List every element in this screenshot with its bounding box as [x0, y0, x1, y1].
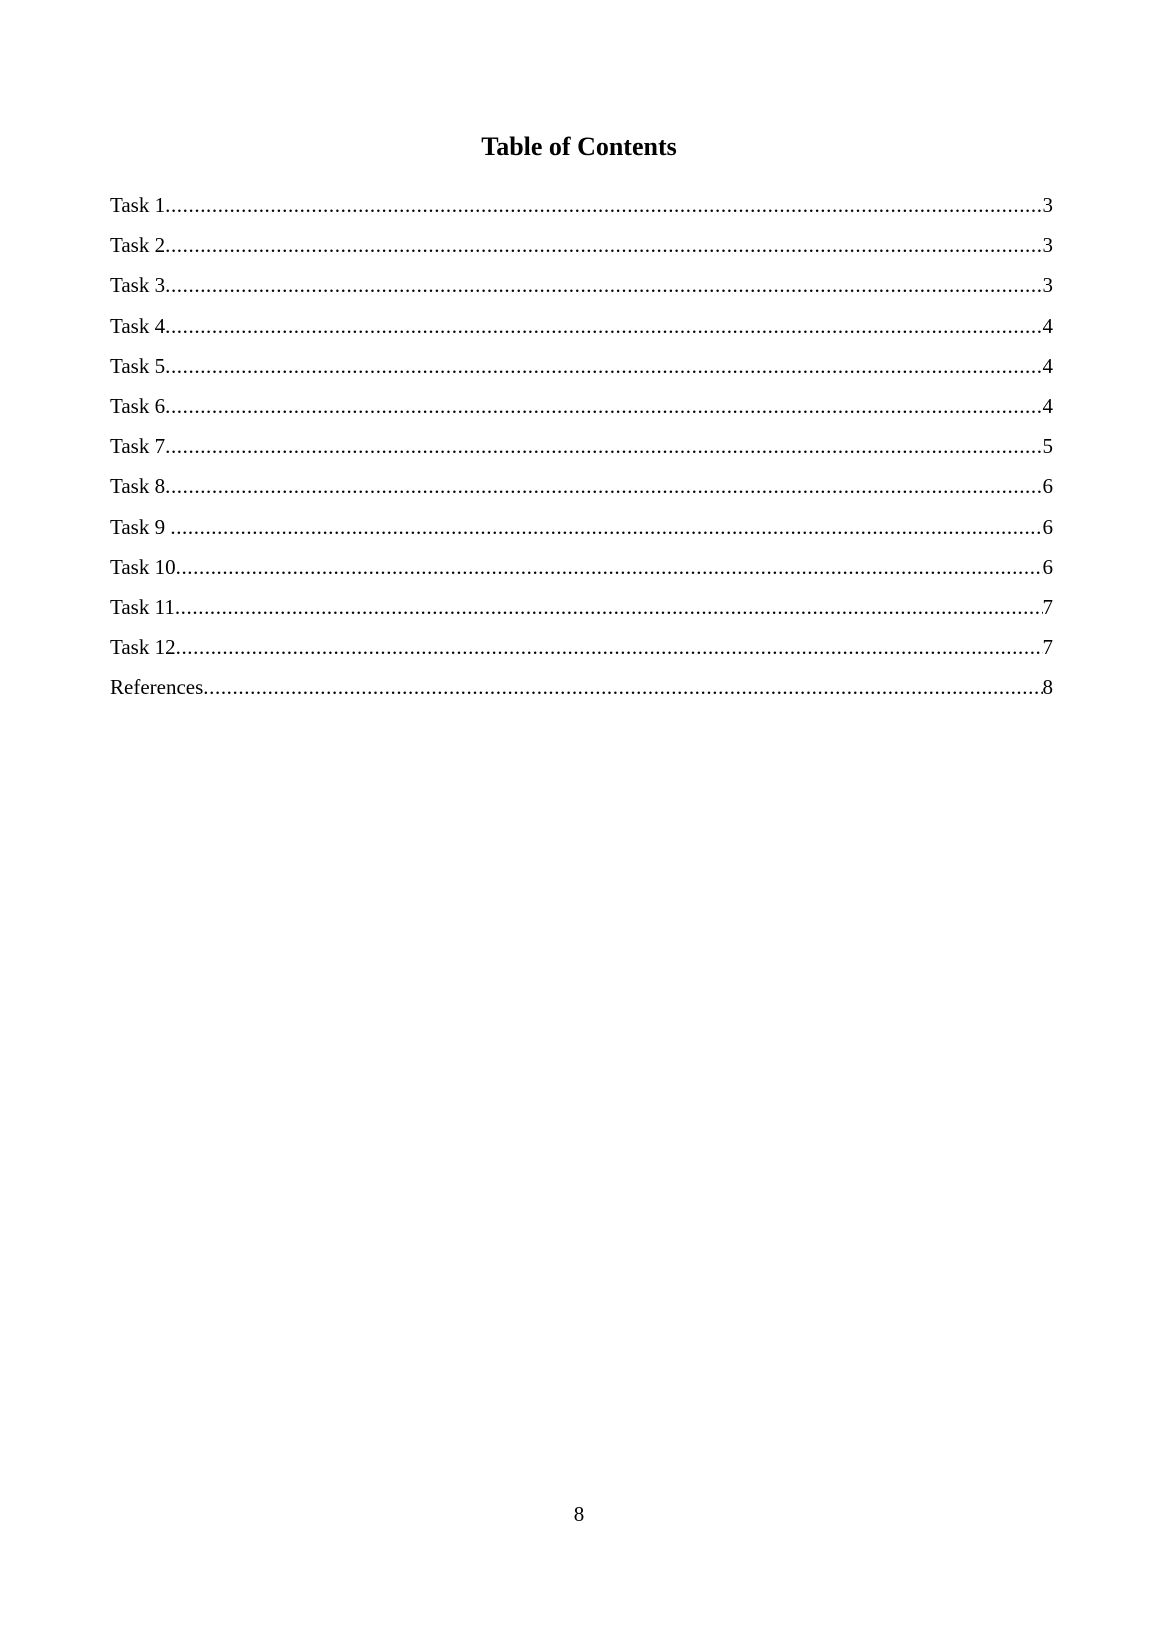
toc-dot-leader	[175, 593, 1043, 621]
toc-entry-label: Task 1	[110, 193, 166, 217]
toc-entry[interactable]	[110, 231, 1053, 271]
toc-dot-leader	[170, 513, 1042, 541]
toc-dot-leader	[165, 472, 1042, 500]
toc-dot-leader	[176, 633, 1043, 661]
toc-entry-label: Task 6	[110, 393, 166, 418]
toc-entry-label: Task 9	[110, 514, 171, 539]
toc-entry-label: Task 11	[110, 594, 175, 619]
toc-entry[interactable]	[110, 553, 1053, 593]
toc-entry-label: Task 7	[110, 434, 166, 459]
toc-dot-leader	[165, 231, 1042, 259]
toc-entry-label: Task 12	[110, 635, 176, 660]
toc-entry[interactable]	[110, 191, 1053, 231]
toc-entry-label: Task 5	[110, 353, 166, 378]
toc-entry-label: Task 4	[110, 313, 166, 338]
toc-entry-page: 6	[1042, 514, 1053, 539]
toc-entry-page: 7	[1042, 635, 1053, 660]
toc-entry[interactable]	[110, 673, 1053, 713]
toc-dot-leader	[165, 392, 1042, 420]
toc-dot-leader	[165, 191, 1042, 219]
toc-entry-page: 7	[1042, 594, 1053, 619]
toc-entry[interactable]	[110, 352, 1053, 392]
toc-entry-page: 8	[1042, 675, 1053, 700]
toc-dot-leader	[165, 271, 1042, 299]
page-number: 8	[573, 1502, 585, 1526]
toc-dot-leader	[165, 432, 1042, 460]
toc-entry-label: Task 3	[110, 273, 166, 298]
toc-entry-page: 4	[1042, 313, 1053, 338]
toc-title: Table of Contents	[481, 132, 677, 161]
toc-entry[interactable]	[110, 271, 1053, 311]
toc-entry-page: 6	[1042, 474, 1053, 499]
toc-entry-label: References	[110, 675, 204, 700]
toc-entry-page: 4	[1042, 353, 1053, 378]
toc-entry-page: 3	[1042, 273, 1053, 298]
toc-dot-leader	[165, 352, 1042, 380]
toc-entry-page: 5	[1042, 434, 1053, 459]
toc-entry-page: 4	[1042, 393, 1053, 418]
toc-entry[interactable]	[110, 633, 1053, 673]
toc-entry-label: Task 8	[110, 474, 166, 499]
toc-entry[interactable]	[110, 593, 1053, 633]
toc-dot-leader	[176, 553, 1043, 581]
toc-dot-leader	[165, 312, 1042, 340]
toc-entry-page: 3	[1042, 233, 1053, 258]
toc-entry[interactable]	[110, 432, 1053, 472]
toc-entry[interactable]	[110, 513, 1053, 553]
toc-entry-page: 3	[1042, 193, 1053, 217]
toc-entry-label: Task 2	[110, 233, 166, 258]
toc-entry[interactable]	[110, 392, 1053, 432]
toc-list	[110, 191, 1053, 713]
toc-entry-page: 6	[1042, 554, 1053, 579]
toc-dot-leader	[203, 673, 1042, 701]
toc-entry-label: Task 10	[110, 554, 176, 579]
toc-entry[interactable]	[110, 312, 1053, 352]
toc-entry[interactable]	[110, 472, 1053, 512]
